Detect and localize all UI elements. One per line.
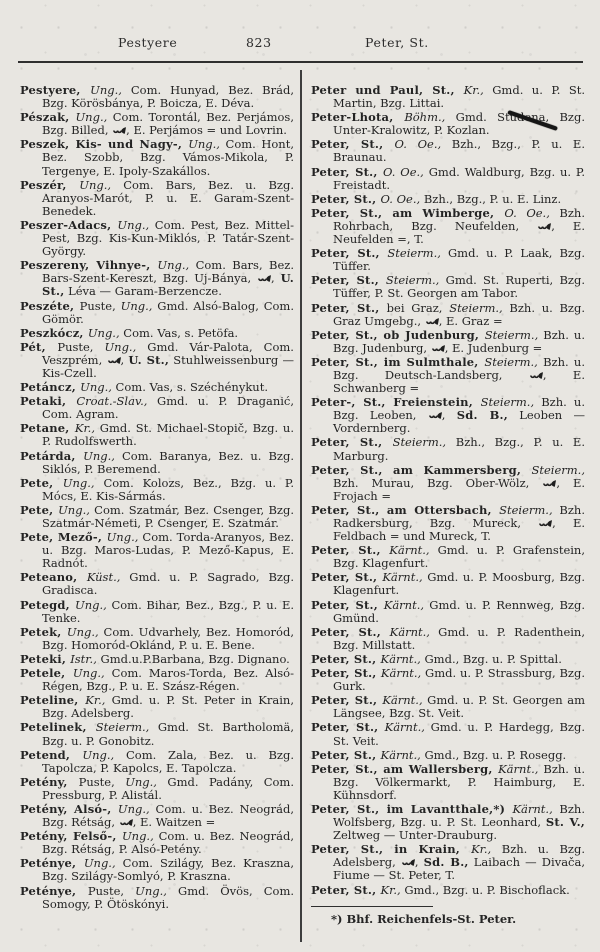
entry-text: , E. Waitzen = [132, 815, 216, 830]
entry-region: Ung., [83, 856, 116, 871]
posthorn-icon [401, 858, 415, 867]
entry-text: Gmd. Övös, Com. Somogy, P. Ötöskónyi. [42, 883, 295, 911]
entry-text: Gmd. u. P. St. Peter in Krain, Bzg. Adelsberg. [42, 693, 294, 721]
entry-region: Steierm., [387, 246, 441, 261]
gazetteer-entry [311, 504, 585, 543]
entry-text: Com. Zala, Bez. u. Bzg. Tapolcza, P. Kapolcs, E. Tapolcza. [42, 747, 294, 775]
entry-headword: Peter, St., am Kammersberg, [311, 462, 532, 477]
entry-headword: Petek, [20, 624, 67, 639]
entry-text: Gmd. u. P. St. Georgen am Längsee, Bzg. St. Veit. [333, 693, 585, 721]
entry-text: Bzh. Wolfsberg, Bzg. u. P. St. Leonhard, [333, 801, 585, 830]
entry-text: Puste, [57, 339, 105, 354]
entry-headword: Peter, St., [311, 882, 381, 897]
entry-region: Ung., [75, 110, 108, 125]
entry-headword: Peszér, [20, 177, 80, 192]
gazetteer-entry [311, 329, 585, 355]
entry-region: Kärnt., [380, 651, 421, 666]
gazetteer-entry [20, 504, 294, 530]
entry-headword: Pete, [20, 502, 59, 517]
entry-text: Gmd. u. P. Rennweg, Bzg. Gmünd. [333, 597, 585, 625]
entry-text: Gmd., Bzg. u. P. Bischoflack. [400, 882, 570, 897]
entry-text: Gmd. u. P. Strassburg, Bzg. Gurk. [333, 666, 586, 694]
entry-text: Bzh., Bzg., P. u. E. Linz. [420, 191, 562, 206]
entry-text: Bzh. u. Bzg. Judenburg, [333, 327, 585, 355]
entry-text: Gmd. Padány, Com. Pressburg, P. Alistál. [42, 774, 294, 802]
entry-text: Bzh. Radkersburg, Bzg. Mureck, [333, 502, 585, 530]
gazetteer-entry [20, 381, 294, 394]
entry-text: Com. Udvarhely, Bez. Homoród, Bzg. Homoród-Oklánd, P. u. E. Bene. [42, 624, 294, 652]
entry-region: Ung., [75, 597, 107, 612]
entry-headword: Petény, Felső-, [20, 829, 122, 844]
entry-headword: Peter, St., [311, 570, 383, 585]
left-column [20, 84, 294, 912]
entry-text: Bzh. Rohrbach, Bzg. Neufelden, [333, 205, 585, 233]
entry-text: Léva — Garam-Berzencze. [64, 284, 222, 299]
entry-text: , [441, 408, 457, 423]
gazetteer-entry [20, 749, 294, 775]
gazetteer-entry [311, 138, 585, 164]
entry-text: Gmd., Bzg. u. P. Spittal. [420, 651, 562, 666]
entry-text: Gmd. Alsó-Balog, Com. Gömör. [42, 298, 294, 326]
entry-headword: Pete, Mező-, [20, 530, 107, 545]
entry-headword: Peter, St., im Sulmthale, [311, 354, 485, 369]
entry-headword: Peter, St., in Krain, [311, 842, 472, 857]
entry-headword: Peter, St., [311, 747, 381, 762]
gazetteer-entry [20, 450, 294, 476]
entry-text: , E. Feldbach = und Mureck, T. [333, 516, 585, 544]
entry-headword: Peter-, St., Freienstein, [311, 395, 481, 410]
entry-headword: Petárda, [20, 448, 84, 463]
entry-text: Gmd. Waldburg, Bzg. u. P. Freistadt. [333, 164, 585, 192]
entry-text: Bzh. u. Bzg. Deutsch-Landsberg, [333, 354, 585, 382]
entry-region: Kärnt., [498, 761, 539, 776]
entry-headword: Petend, [20, 747, 83, 762]
entry-headword: Petele, [20, 666, 73, 681]
entry-region: O. Oe., [380, 191, 421, 206]
entry-headword: Peter, St., [311, 651, 381, 666]
entry-region: Kr., [380, 882, 401, 897]
gazetteer-entry [311, 749, 585, 762]
entry-region: Ung., [72, 666, 105, 681]
entry-region: Croat.-Slav., [76, 394, 148, 409]
entry-region: O. Oe., [504, 205, 550, 220]
gazetteer-entry [20, 395, 294, 421]
gazetteer-entry [20, 327, 294, 340]
posthorn-icon [428, 411, 442, 420]
gazetteer-entry [20, 571, 294, 597]
entry-text: Gmd. u. P. Laak, Bzg. Tüffer. [333, 246, 586, 274]
entry-region: Ung., [125, 774, 157, 789]
gazetteer-entry [311, 599, 585, 625]
entry-region: O. Oe., [383, 164, 424, 179]
entry-text: Gmd. u. P. Sagrado, Bzg. Gradisca. [42, 570, 294, 598]
entry-headword: Petegd, [20, 597, 75, 612]
bold-abbreviation: U. St., [42, 271, 294, 299]
entry-region: Kärnt., [512, 801, 553, 816]
entry-text: Com. Bars, Bez. Bars-Szent-Kereszt, Bzg. Uj-Bánya, [42, 258, 294, 286]
entry-region: Steierm., [480, 395, 535, 410]
gazetteer-entry [20, 219, 294, 258]
entry-headword: Peter, St., [311, 435, 393, 450]
running-head-right: Peter, St. [365, 35, 429, 50]
gazetteer-entry [311, 207, 585, 246]
entry-headword: Peter, St., [311, 137, 395, 152]
gazetteer-entry [20, 776, 294, 802]
gazetteer-entry [311, 667, 585, 693]
gazetteer-entry [311, 274, 585, 300]
entry-text: , E. Perjámos = und Lovrin. [126, 123, 287, 138]
entry-headword: Pészak, [20, 110, 76, 125]
gazetteer-entry [20, 422, 294, 448]
entry-headword: Peszek, Kis- und Nagy-, [20, 137, 189, 152]
footnote: *) Bhf. Reichenfels-St. Peter. [331, 912, 517, 927]
entry-region: Böhm., [404, 110, 446, 125]
entry-text: Bzh. u. Bzg. Adelsberg, [333, 842, 585, 870]
entry-text: Com. Vas, s. Petöfa. [119, 325, 239, 340]
gazetteer-entry [20, 830, 294, 856]
entry-headword: Peter, St., [311, 597, 384, 612]
bold-abbreviation: Sd. B., [423, 855, 469, 870]
posthorn-icon [431, 344, 445, 353]
entry-text: , E. Schwanberg = [333, 367, 585, 396]
entry-region: Ung., [66, 624, 99, 639]
entry-region: Steierm., [392, 435, 447, 450]
entry-region: Ung., [104, 339, 137, 354]
entry-headword: Peter, St., [311, 273, 386, 288]
entry-text: Bzh., Bzg., P. u. E. Braunau. [333, 137, 585, 165]
entry-headword: Peter, St., ob Judenburg, [311, 327, 485, 342]
entry-region: Kr., [74, 421, 95, 436]
entry-region: Kärnt., [383, 597, 425, 612]
footnote-rule [311, 906, 433, 908]
gazetteer-entry [20, 667, 294, 693]
entry-region: Steierm., [449, 300, 503, 315]
entry-text: Gmd.u.P.Barbana, Bzg. Dignano. [96, 651, 290, 666]
entry-text: Puste, [87, 883, 136, 898]
entry-text: Com. Bars, Bez. u. Bzg. Aranyos-Marót, P. u. E. Garam-Szent-Benedek. [42, 177, 294, 218]
entry-text: Gmd. u. P. St. Martin, Bzg. Littai. [333, 83, 585, 111]
gazetteer-entry [20, 531, 294, 570]
entry-text: , E. Frojach = [333, 475, 585, 503]
entry-region: Ung., [83, 448, 115, 463]
entry-text: Gmd. St. Ruperti, Bzg. Tüffer, P. St. Georgen am Tabor. [333, 273, 585, 301]
posthorn-icon [257, 274, 271, 283]
posthorn-icon [112, 126, 126, 135]
entry-headword: Peténye, [20, 883, 88, 898]
entry-region: Kr., [463, 83, 484, 97]
entry-text: Puste, [79, 298, 121, 313]
entry-headword: Peszer-Adacs, [20, 217, 118, 232]
entry-region: Ung., [87, 325, 120, 340]
entry-region: Ung., [120, 298, 153, 313]
entry-text: Zeltweg — Unter-Drauburg. [333, 828, 498, 843]
entry-headword: Peter, St., [311, 624, 390, 639]
entry-region: Steierm., [385, 273, 440, 288]
gazetteer-entry [20, 626, 294, 652]
right-column-entries [311, 84, 585, 897]
entry-region: Ung., [79, 177, 112, 192]
gazetteer-entry [311, 302, 585, 328]
entry-region: Ung., [117, 217, 150, 232]
entry-region: Ung., [82, 747, 115, 762]
entry-headword: Peter, St., im Lavantthale,*) [311, 801, 513, 816]
entry-headword: Peter, St., [311, 164, 383, 179]
entry-text: Gmd. u. P. Grafenstein, Bzg. Klagenfurt. [333, 543, 585, 571]
entry-text: Com. Kolozs, Bez., Bzg. u. P. Mócs, E. Kis-Sármás. [42, 475, 294, 503]
entry-headword: Peteline, [20, 693, 86, 708]
posthorn-icon [107, 356, 121, 365]
entry-headword: Petény, [20, 774, 79, 789]
posthorn-icon [425, 317, 439, 326]
entry-region: Küst., [86, 570, 121, 585]
entry-region: Ung., [135, 883, 167, 898]
gazetteer-entry [311, 396, 585, 435]
entry-headword: Peter, St., am Wallersberg, [311, 761, 499, 776]
gazetteer-entry [311, 544, 585, 570]
entry-text: Com. u. Bez. Neográd, Bzg. Rétság, [42, 801, 294, 830]
entry-text: Gmd. u. P. Draganić, Com. Agram. [42, 394, 294, 422]
posthorn-icon [537, 222, 551, 231]
entry-text: Gmd. u. P. Radenthein, Bzg. Millstatt. [333, 624, 585, 652]
entry-text: , [271, 271, 281, 286]
entry-region: Steierm., [95, 720, 150, 735]
entry-text: Bzh. u. Bzg. Graz Umgebg., [333, 300, 585, 328]
entry-region: Kärnt., [382, 693, 423, 708]
gazetteer-entry [20, 599, 294, 625]
gazetteer-entry [311, 356, 585, 395]
gazetteer-entry [311, 653, 585, 666]
right-column [311, 84, 585, 926]
entry-text: , [120, 352, 129, 367]
header-rule [18, 61, 583, 63]
entry-text: , E. Judenburg = [444, 340, 543, 355]
entry-text: Gmd. St. Bartholomä, Bzg. u. P. Gonobitz. [42, 720, 294, 748]
gazetteer-entry [20, 653, 294, 666]
entry-headword: Petény, Alsó-, [20, 801, 118, 816]
entry-headword: Peténye, [20, 856, 84, 871]
entry-text: Gmd. Studena, Bzg. Unter-Kralowitz, P. Kozlan. [333, 110, 586, 138]
gazetteer-entry [311, 803, 585, 842]
gazetteer-entry [311, 166, 585, 192]
entry-headword: Peter und Paul, St., [311, 83, 464, 97]
entry-text: Gmd. St. Michael-Stopič, Bzg. u. P. Rudolfswerth. [42, 421, 294, 449]
entry-region: Kärnt., [389, 543, 430, 558]
entry-headword: Peter, St., am Wimberge, [311, 205, 505, 220]
gazetteer-entry [311, 193, 585, 206]
entry-text: Leoben — Vordernberg. [333, 408, 586, 436]
posthorn-icon [529, 371, 543, 380]
entry-region: Kärnt., [389, 624, 430, 639]
gazetteer-entry [20, 694, 294, 720]
entry-headword: Peter, St., [311, 720, 385, 735]
entry-region: Kr., [85, 693, 106, 708]
entry-text: Com. Hunyad, Bez. Brád, Bzg. Körösbánya, P. Boicza, E. Déva. [42, 83, 294, 111]
entry-headword: Peszéte, [20, 298, 80, 313]
entry-text: Com. Baranya, Bez. u. Bzg. Siklós, P. Beremend. [42, 448, 294, 476]
gazetteer-entry [311, 571, 585, 597]
page-number: 823 [246, 35, 272, 50]
gazetteer-entry [20, 84, 294, 110]
bold-abbreviation: St. V., [545, 815, 585, 830]
entry-text: Com. Torda-Aranyos, Bez. u. Bzg. Maros-Ludas, P. Mező-Kapus, E. Radnót. [42, 530, 294, 571]
entry-headword: Petaki, [20, 394, 77, 409]
entry-region: Istr., [70, 651, 97, 666]
entry-text: Gmd. u. P. Moosburg, Bzg. Klagenfurt. [333, 570, 585, 598]
entry-text: Bzh. Murau, Bzg. Ober-Wölz, [333, 475, 543, 490]
entry-text: Gmd. u. P. Hardegg, Bzg. St. Veit. [333, 720, 586, 748]
entry-text: Laibach — Divača, Fiume — St. Peter, T. [333, 855, 585, 883]
gazetteer-entry [20, 138, 294, 177]
left-column-entries [20, 84, 294, 911]
entry-headword: Peteki, [20, 651, 71, 666]
gazetteer-entry [311, 464, 585, 503]
entry-text: Com. u. Bez. Neográd, Bzg. Rétság, P. Alsó-Petény. [42, 829, 294, 857]
entry-text: Com. Bihar, Bez., Bzg., P. u. E. Tenke. [42, 597, 294, 625]
gazetteer-entry [311, 84, 585, 110]
posthorn-icon [538, 519, 552, 528]
entry-region: Ung., [90, 83, 122, 97]
gazetteer-entry [20, 179, 294, 218]
entry-text: Com. Pest, Bez. Mittel-Pest, Bzg. Kis-Kun-Miklós, P. Tatár-Szent-György. [42, 217, 294, 259]
posthorn-icon [542, 479, 556, 488]
gazetteer-entry [20, 803, 294, 829]
entry-headword: Peteano, [20, 570, 87, 585]
gazetteer-entry [20, 259, 294, 298]
entry-headword: Peter, St., [311, 693, 383, 708]
gazetteer-entry [20, 885, 294, 911]
entry-text: Com. Szatmár, Bez. Csenger, Bzg. Szatmár-Németi, P. Csenger, E. Szatmár. [42, 502, 295, 530]
entry-region: Ung., [188, 137, 220, 152]
bold-abbreviation: U. St., [128, 352, 170, 367]
entry-headword: Peter, St., [311, 543, 390, 558]
entry-text: Stuhlweissenburg — Kis-Czell. [42, 352, 294, 380]
running-head-left: Pestyere [118, 35, 178, 50]
entry-headword: Peter, St., [311, 666, 381, 681]
entry-region: Steierm., [531, 462, 585, 477]
entry-text: , E. Graz = [438, 313, 503, 328]
entry-text: Puste, [78, 774, 126, 789]
gazetteer-entry [311, 721, 585, 747]
column-divider [300, 70, 302, 942]
entry-text: Com. Torontál, Bez. Perjámos, Bzg. Billed, [42, 110, 294, 138]
entry-region: Kärnt., [382, 570, 423, 585]
entry-region: Ung., [62, 475, 95, 490]
entry-headword: Peter, St., [311, 300, 387, 315]
gazetteer-entry [20, 111, 294, 137]
gazetteer-entry [311, 694, 585, 720]
entry-headword: Peter, St., [311, 191, 381, 206]
entry-headword: Peter, St., am Ottersbach, [311, 502, 500, 517]
entry-headword: Peszkócz, [20, 325, 88, 340]
entry-text: Bzh. u. Bzg. Völkermarkt, P. Haimburg, E. Kühnsdorf. [333, 761, 585, 802]
entry-text: bei Graz, [386, 300, 450, 315]
entry-text: Gmd., Bzg. u. P. Rosegg. [420, 747, 567, 762]
entry-text: Com. Szilágy, Bez. Kraszna, Bzg. Szilágy-Somlyó, P. Kraszna. [42, 856, 294, 884]
entry-region: Ung., [117, 801, 150, 816]
gazetteer-entry [20, 721, 294, 747]
gazetteer-entry [20, 341, 294, 380]
entry-headword: Peszereny, Vihnye-, [20, 258, 158, 273]
entry-region: Ung., [106, 530, 139, 545]
gazetteer-entry [311, 884, 585, 897]
gazetteer-entry [20, 857, 294, 883]
posthorn-icon [119, 818, 133, 827]
entry-headword: Petane, [20, 421, 75, 436]
entry-region: Kärnt., [384, 720, 425, 735]
entry-text: Bzh., Bzg., P. u. E. Marburg. [333, 435, 585, 463]
entry-headword: Pét, [20, 339, 58, 354]
entry-headword: Peter, St., [311, 246, 388, 261]
entry-headword: Petelinek, [20, 720, 96, 735]
gazetteer-entry [20, 300, 294, 326]
gazetteer-entry [311, 436, 585, 462]
entry-region: Steierm., [484, 327, 539, 342]
gazetteer-entry [20, 477, 294, 503]
entry-region: Ung., [157, 258, 190, 273]
entry-region: Ung., [121, 829, 154, 844]
bold-abbreviation: Sd. B., [456, 408, 508, 423]
entry-text: Bzh. u. Bzg. Leoben, [333, 395, 585, 423]
entry-region: Ung., [58, 502, 90, 517]
entry-region: Kärnt., [380, 747, 421, 762]
gazetteer-entry [311, 843, 585, 882]
entry-headword: Pete, [20, 475, 63, 490]
entry-headword: Petáncz, [20, 380, 81, 395]
gazetteer-entry [311, 763, 585, 802]
entry-text: , E. Neufelden =, T. [333, 218, 585, 247]
entry-text: Com. Vas, s. Széchénykut. [111, 380, 268, 395]
entry-region: Ung., [80, 380, 112, 395]
gazetteer-entry [311, 626, 585, 652]
entry-text: , [414, 855, 424, 870]
entry-region: Steierm., [499, 502, 553, 517]
entry-headword: Peter-Lhota, [311, 110, 405, 125]
entry-text: Com. Maros-Torda, Bez. Alsó-Régen, Bzg., P. u. E. Szász-Régen. [42, 666, 294, 694]
entry-headword: Pestyere, [20, 83, 91, 97]
entry-text: Gmd. Vár-Palota, Com. Veszprém, [42, 339, 294, 367]
entry-region: O. Oe., [394, 137, 442, 152]
entry-region: Steierm., [484, 354, 538, 369]
entry-region: Kr., [471, 842, 492, 857]
gazetteer-entry [311, 247, 585, 273]
entry-text: Com. Hont, Bez. Szobb, Bzg. Vámos-Mikola, P. Tergenye, E. Ipoly-Szakállos. [42, 137, 294, 178]
entry-region: Kärnt., [380, 666, 422, 681]
